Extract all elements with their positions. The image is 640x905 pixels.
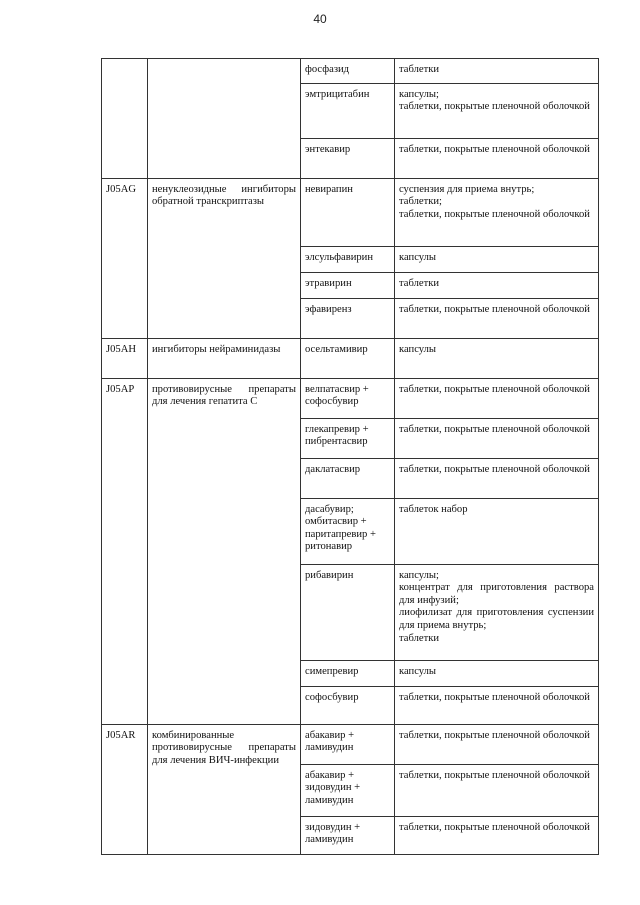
page-number: 40 <box>313 12 327 26</box>
drug-name-cell: эфавиренз <box>301 298 395 338</box>
dosage-form-cell: капсулы <box>395 660 599 686</box>
dosage-form-cell: суспензия для приема внутрь; таблетки; таблетки, покрытые пленочной оболочкой <box>395 178 599 246</box>
atc-code-cell: J05AG <box>102 178 148 338</box>
dosage-form-cell: таблетки, покрытые пленочной оболочкой <box>395 298 599 338</box>
dosage-form-cell: капсулы <box>395 246 599 272</box>
dosage-form-cell: капсулы; таблетки, покрытые пленочной оболочкой <box>395 83 599 138</box>
dosage-form-cell: таблетки, покрытые пленочной оболочкой <box>395 724 599 764</box>
drug-name-cell: осельтамивир <box>301 338 395 378</box>
drug-name-cell: даклатасвир <box>301 458 395 498</box>
dosage-form-cell: таблетки, покрытые пленочной оболочкой <box>395 686 599 724</box>
drug-name-cell: симепревир <box>301 660 395 686</box>
dosage-form-cell: таблетки, покрытые пленочной оболочкой <box>395 816 599 854</box>
atc-code-cell: J05AR <box>102 724 148 854</box>
dosage-form-cell: таблетки, покрытые пленочной оболочкой <box>395 458 599 498</box>
dosage-form-cell: капсулы <box>395 338 599 378</box>
dosage-form-cell: таблеток набор <box>395 498 599 564</box>
dosage-form-cell: таблетки, покрытые пленочной оболочкой <box>395 764 599 816</box>
drug-name-cell: велпатасвир + софосбувир <box>301 378 395 418</box>
dosage-form-cell: таблетки, покрытые пленочной оболочкой <box>395 138 599 178</box>
dosage-form-cell: капсулы; концентрат для приготовления раствора для инфузий; лиофилизат для приготовления суспензии для приема внутрь; таблетки <box>395 564 599 660</box>
group-name-cell: комбинированные противовирусные препараты для лечения ВИЧ-инфекции <box>148 724 301 854</box>
table-row <box>102 178 599 246</box>
dosage-form-cell: таблетки <box>395 59 599 84</box>
atc-code-cell: J05AP <box>102 378 148 724</box>
drug-name-cell: энтекавир <box>301 138 395 178</box>
drug-name-cell: глекапревир + пибрентасвир <box>301 418 395 458</box>
dosage-form-cell: таблетки <box>395 272 599 298</box>
drug-name-cell: эмтрицитабин <box>301 83 395 138</box>
drug-name-cell: фосфазид <box>301 59 395 84</box>
atc-code-cell: J05AH <box>102 338 148 378</box>
atc-code-cell <box>102 59 148 179</box>
group-name-cell <box>148 59 301 179</box>
table-row <box>102 378 599 418</box>
drug-name-cell: этравирин <box>301 272 395 298</box>
table-row <box>102 724 599 764</box>
drug-name-cell: элсульфавирин <box>301 246 395 272</box>
dosage-form-cell: таблетки, покрытые пленочной оболочкой <box>395 418 599 458</box>
drug-name-cell: абакавир + ламивудин <box>301 724 395 764</box>
group-name-cell: ингибиторы нейраминидазы <box>148 338 301 378</box>
drug-name-cell: рибавирин <box>301 564 395 660</box>
table-row <box>102 338 599 378</box>
drug-table <box>101 58 599 855</box>
drug-name-cell: софосбувир <box>301 686 395 724</box>
group-name-cell: ненуклеозидные ингибиторы обратной транскриптазы <box>148 178 301 338</box>
drug-name-cell: невирапин <box>301 178 395 246</box>
drug-name-cell: дасабувир; омбитасвир + паритапревир + ритонавир <box>301 498 395 564</box>
group-name-cell: противовирусные препараты для лечения гепатита C <box>148 378 301 724</box>
drug-name-cell: зидовудин + ламивудин <box>301 816 395 854</box>
drug-name-cell: абакавир + зидовудин + ламивудин <box>301 764 395 816</box>
table-row <box>102 59 599 84</box>
dosage-form-cell: таблетки, покрытые пленочной оболочкой <box>395 378 599 418</box>
